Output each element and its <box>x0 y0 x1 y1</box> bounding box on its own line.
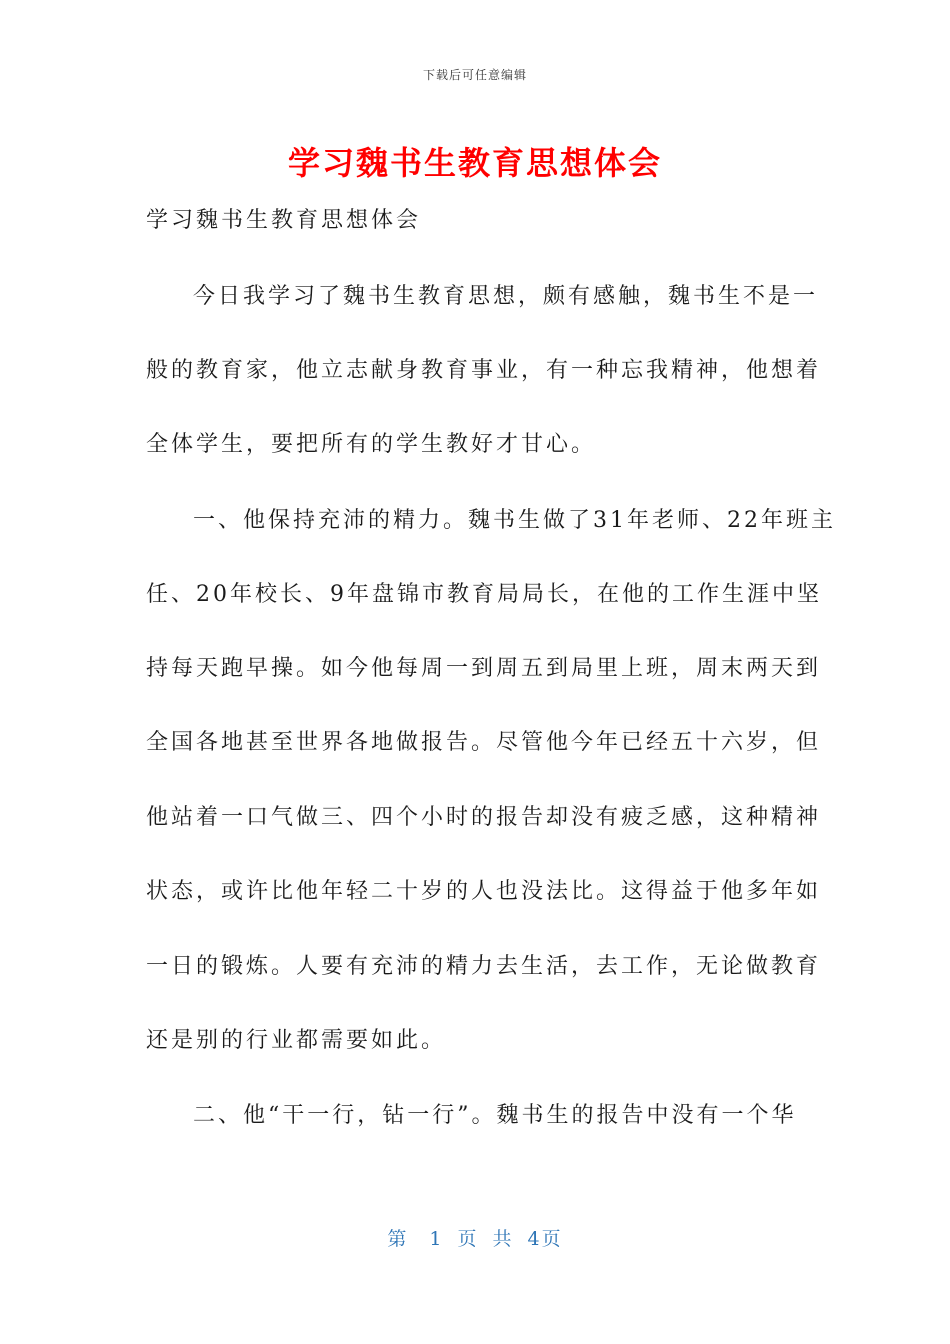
paragraph-1-line-2: 般的教育家，他立志献身教育事业，有一种忘我精神，他想着 <box>146 358 822 383</box>
paragraph-2-line-7: 一日的锻炼。人要有充沛的精力去生活，去工作，无论做教育 <box>146 954 822 979</box>
paragraph-2-line-3: 持每天跑早操。如今他每周一到周五到局里上班，周末两天到 <box>146 656 822 681</box>
paragraph-3-line-1: 二、他“干一行，钻一行”。魏书生的报告中没有一个华 <box>193 1103 797 1128</box>
paragraph-2-line-8: 还是别的行业都需要如此。 <box>146 1028 447 1053</box>
paragraph-1-line-1: 今日我学习了魏书生教育思想，颇有感触，魏书生不是一 <box>193 284 819 309</box>
header-note: 下载后可任意编辑 <box>422 68 527 82</box>
paragraph-2-line-6: 状态，或许比他年轻二十岁的人也没法比。这得益于他多年如 <box>146 879 822 904</box>
paragraph-2-line-1: 一、他保持充沛的精力。魏书生做了31年老师、22年班主 <box>193 508 836 533</box>
paragraph-2-line-2: 任、20年校长、9年盘锦市教育局局长，在他的工作生涯中坚 <box>146 582 822 607</box>
document-subtitle: 学习魏书生教育思想体会 <box>146 208 422 233</box>
paragraph-2-line-4: 全国各地甚至世界各地做报告。尽管他今年已经五十六岁，但 <box>146 730 822 755</box>
document-title: 学习魏书生教育思想体会 <box>287 144 662 182</box>
paragraph-2-line-5: 他站着一口气做三、四个小时的报告却没有疲乏感，这种精神 <box>146 805 822 830</box>
paragraph-1-line-3: 全体学生，要把所有的学生教好才甘心。 <box>146 432 597 457</box>
page-number: 第 1 页 共 4页 <box>387 1228 563 1250</box>
